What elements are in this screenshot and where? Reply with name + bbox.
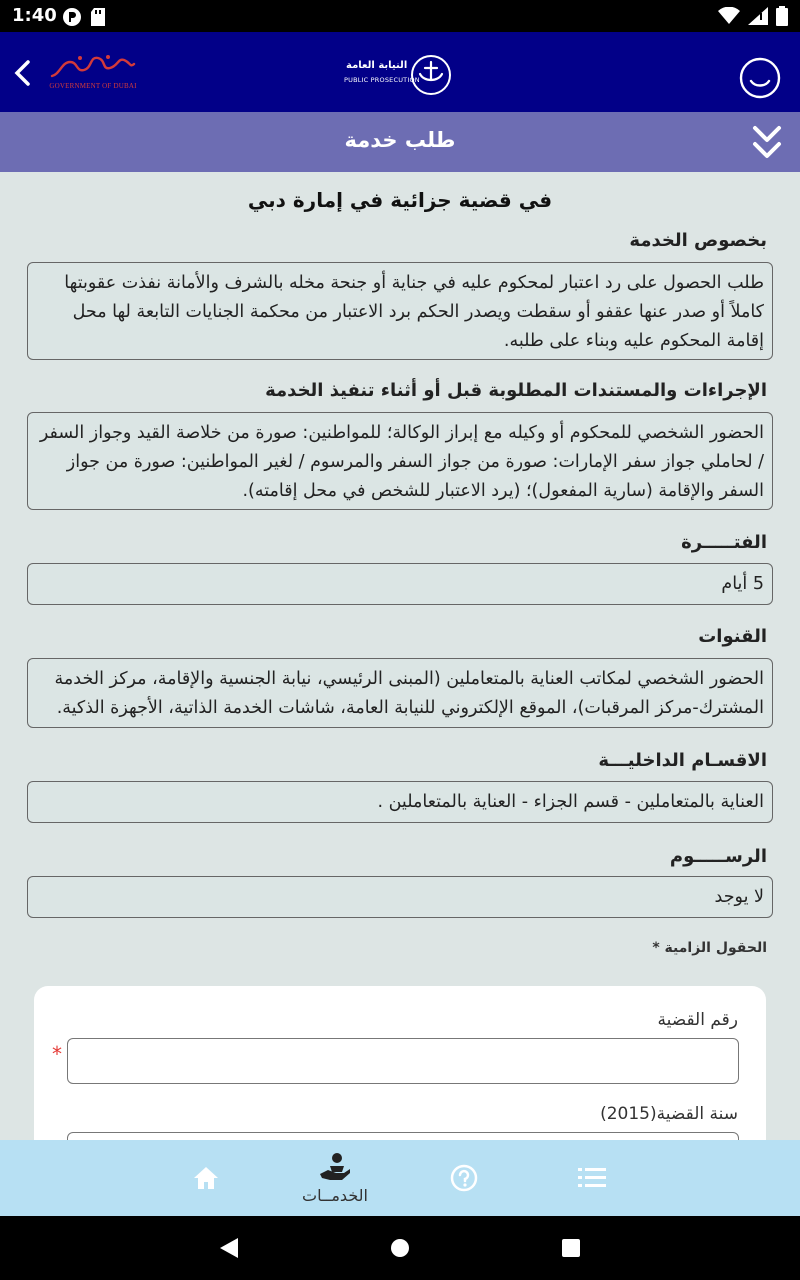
wifi-icon bbox=[718, 7, 740, 25]
home-icon bbox=[192, 1165, 220, 1191]
section-text-duration: 5 أيام bbox=[27, 563, 773, 605]
case-number-input[interactable] bbox=[67, 1038, 739, 1084]
title-bar bbox=[0, 112, 800, 172]
list-menu-icon bbox=[578, 1166, 606, 1190]
case-number-label: رقم القضية bbox=[657, 1010, 738, 1030]
section-text-fees: لا يوجد bbox=[27, 876, 773, 918]
nav-services[interactable] bbox=[290, 1140, 380, 1216]
double-chevron-down-icon[interactable] bbox=[752, 124, 782, 162]
app-header bbox=[0, 32, 800, 112]
page-title: طلب خدمة bbox=[344, 128, 456, 152]
nav-services-label: الخدمــات bbox=[302, 1185, 368, 1205]
android-home-icon[interactable] bbox=[390, 1238, 410, 1258]
nav-menu[interactable] bbox=[566, 1140, 618, 1216]
section-label-duration: الفتـــــرة bbox=[681, 532, 767, 553]
dubai-logo-text: GOVERNMENT OF DUBAI bbox=[49, 82, 137, 90]
section-text-about: طلب الحصول على رد اعتبار لمحكوم عليه في جناية أو جنحة مخله بالشرف والأمانة نفذت عقوبتها كاملاً أو صدر عنها عقفو أو سقطت ويصدر الحكم برد الاعتبار من محكمة الجنايات التابعة لها محل إقامة المحكوم عليه وبناء على طلبه. bbox=[27, 262, 773, 360]
section-label-about: بخصوص الخدمة bbox=[629, 230, 767, 251]
nav-help[interactable] bbox=[438, 1140, 490, 1216]
sync-icon bbox=[62, 7, 82, 27]
case-year-label: سنة القضية(2015) bbox=[600, 1104, 738, 1124]
bottom-nav bbox=[0, 1140, 800, 1216]
sd-card-icon bbox=[90, 7, 106, 27]
public-prosecution-logo bbox=[344, 52, 456, 96]
android-nav-bar bbox=[0, 1216, 800, 1280]
service-details bbox=[0, 172, 800, 1140]
government-of-dubai-logo bbox=[46, 52, 140, 96]
required-fields-note: الحقول الزامية * bbox=[652, 940, 767, 956]
case-year-input[interactable] bbox=[67, 1132, 739, 1140]
section-label-fees: الرســـــوم bbox=[669, 846, 767, 867]
service-title: في قضية جزائية في إمارة دبي bbox=[247, 188, 553, 212]
section-text-channels: الحضور الشخصي لمكاتب العناية بالمتعاملين (المبنى الرئيسي، نيابة الجنسية والإقامة، مركز الخدمة المشترك-مركز المرقبات)، الموقع الإلكتروني للنيابة العامة، شاشات الخدمة الذاتية، الأجهزة الذكية. bbox=[27, 658, 773, 728]
signal-icon bbox=[748, 7, 768, 25]
back-chevron-icon[interactable] bbox=[8, 58, 38, 88]
nav-home[interactable] bbox=[180, 1140, 232, 1216]
section-label-departments: الاقسـام الداخليـــة bbox=[598, 750, 767, 771]
android-recents-icon[interactable] bbox=[561, 1238, 581, 1258]
required-star: * bbox=[52, 1042, 62, 1066]
section-text-departments: العناية بالمتعاملين - قسم الجزاء - العناية بالمتعاملين . bbox=[27, 781, 773, 823]
pp-logo-english: PUBLIC PROSECUTION bbox=[344, 76, 420, 84]
status-bar bbox=[0, 0, 800, 32]
help-circle-icon bbox=[449, 1163, 479, 1193]
status-time: 1:40 bbox=[12, 5, 57, 26]
section-label-channels: القنوات bbox=[698, 626, 767, 647]
android-back-icon[interactable] bbox=[218, 1237, 240, 1259]
section-label-procedures: الإجراءات والمستندات المطلوبة قبل أو أثناء تنفيذ الخدمة bbox=[265, 380, 767, 401]
pp-logo-arabic: النيابة العامة bbox=[346, 60, 408, 71]
request-form-card bbox=[34, 986, 766, 1140]
battery-icon bbox=[776, 6, 788, 26]
feedback-smile-icon[interactable] bbox=[738, 56, 782, 100]
services-hand-icon bbox=[318, 1152, 352, 1184]
section-text-procedures: الحضور الشخصي للمحكوم أو وكيله مع إبراز الوكالة؛ للمواطنين: صورة من خلاصة القيد وجواز السفر / لحاملي جواز سفر الإمارات: صورة من جواز السفر والمرسوم / لغير المواطنين: صورة من جواز السفر والإقامة (سارية المفعول)؛ (يرد الاعتبار للشخص في محل إقامته). bbox=[27, 412, 773, 510]
